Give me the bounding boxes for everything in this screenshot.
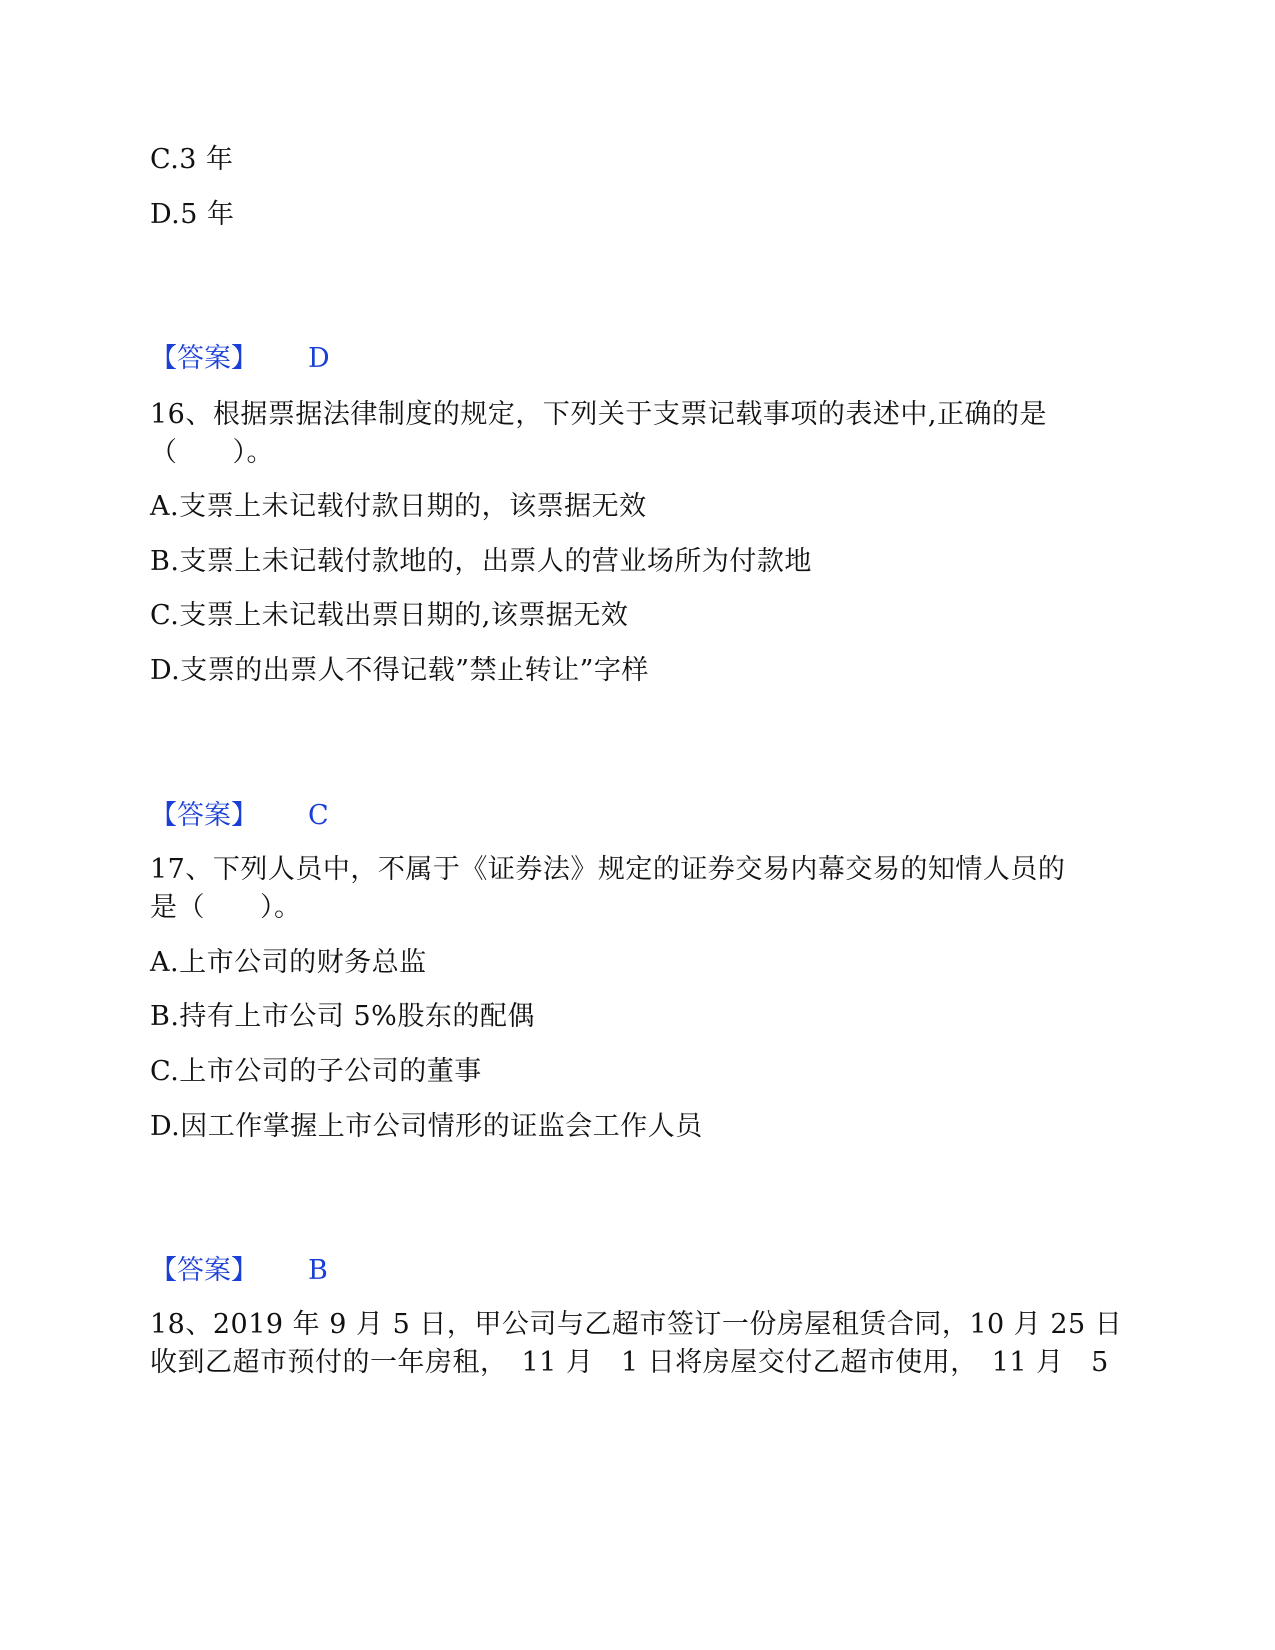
q16-answer xyxy=(150,799,329,833)
q16-option-d: D.支票的出票人不得记载”禁止转让”字样 xyxy=(150,655,649,686)
q17-option-b: B.持有上市公司 5%股东的配偶 xyxy=(150,1001,535,1032)
q18-stem-line2: 收到乙超市预付的一年房租， 11 月 1 日将房屋交付乙超市使用， 11 月 5 xyxy=(150,1347,1109,1378)
q17-option-a: A.上市公司的财务总监 xyxy=(150,947,427,978)
q16-option-b: B.支票上未记载付款地的，出票人的营业场所为付款地 xyxy=(150,546,812,577)
q16-option-a: A.支票上未记载付款日期的，该票据无效 xyxy=(150,491,647,522)
q16-stem-line1: 16、根据票据法律制度的规定，下列关于支票记载事项的表述中,正确的是 xyxy=(150,399,1047,430)
answer-label: 【答案】 xyxy=(150,800,258,831)
q16-stem-line2: （ ）。 xyxy=(150,437,274,468)
answer-value: C xyxy=(308,800,329,831)
q17-option-d: D.因工作掌握上市公司情形的证监会工作人员 xyxy=(150,1111,703,1142)
q15-option-c: C.3 年 xyxy=(150,144,234,175)
answer-value: B xyxy=(308,1255,328,1286)
answer-value: D xyxy=(308,343,330,374)
q16-option-c: C.支票上未记载出票日期的,该票据无效 xyxy=(150,600,629,631)
q15-answer xyxy=(150,342,330,376)
q17-stem-line2: 是（ ）。 xyxy=(150,892,302,923)
q18-stem-line1: 18、2019 年 9 月 5 日，甲公司与乙超市签订一份房屋租赁合同，10 月 25 日 xyxy=(150,1309,1123,1340)
q17-answer xyxy=(150,1254,328,1288)
q15-option-d: D.5 年 xyxy=(150,199,235,230)
q17-stem-line1: 17、下列人员中，不属于《证券法》规定的证券交易内幕交易的知情人员的 xyxy=(150,854,1066,885)
answer-label: 【答案】 xyxy=(150,1255,258,1286)
q17-option-c: C.上市公司的子公司的董事 xyxy=(150,1056,482,1087)
answer-label: 【答案】 xyxy=(150,343,258,374)
